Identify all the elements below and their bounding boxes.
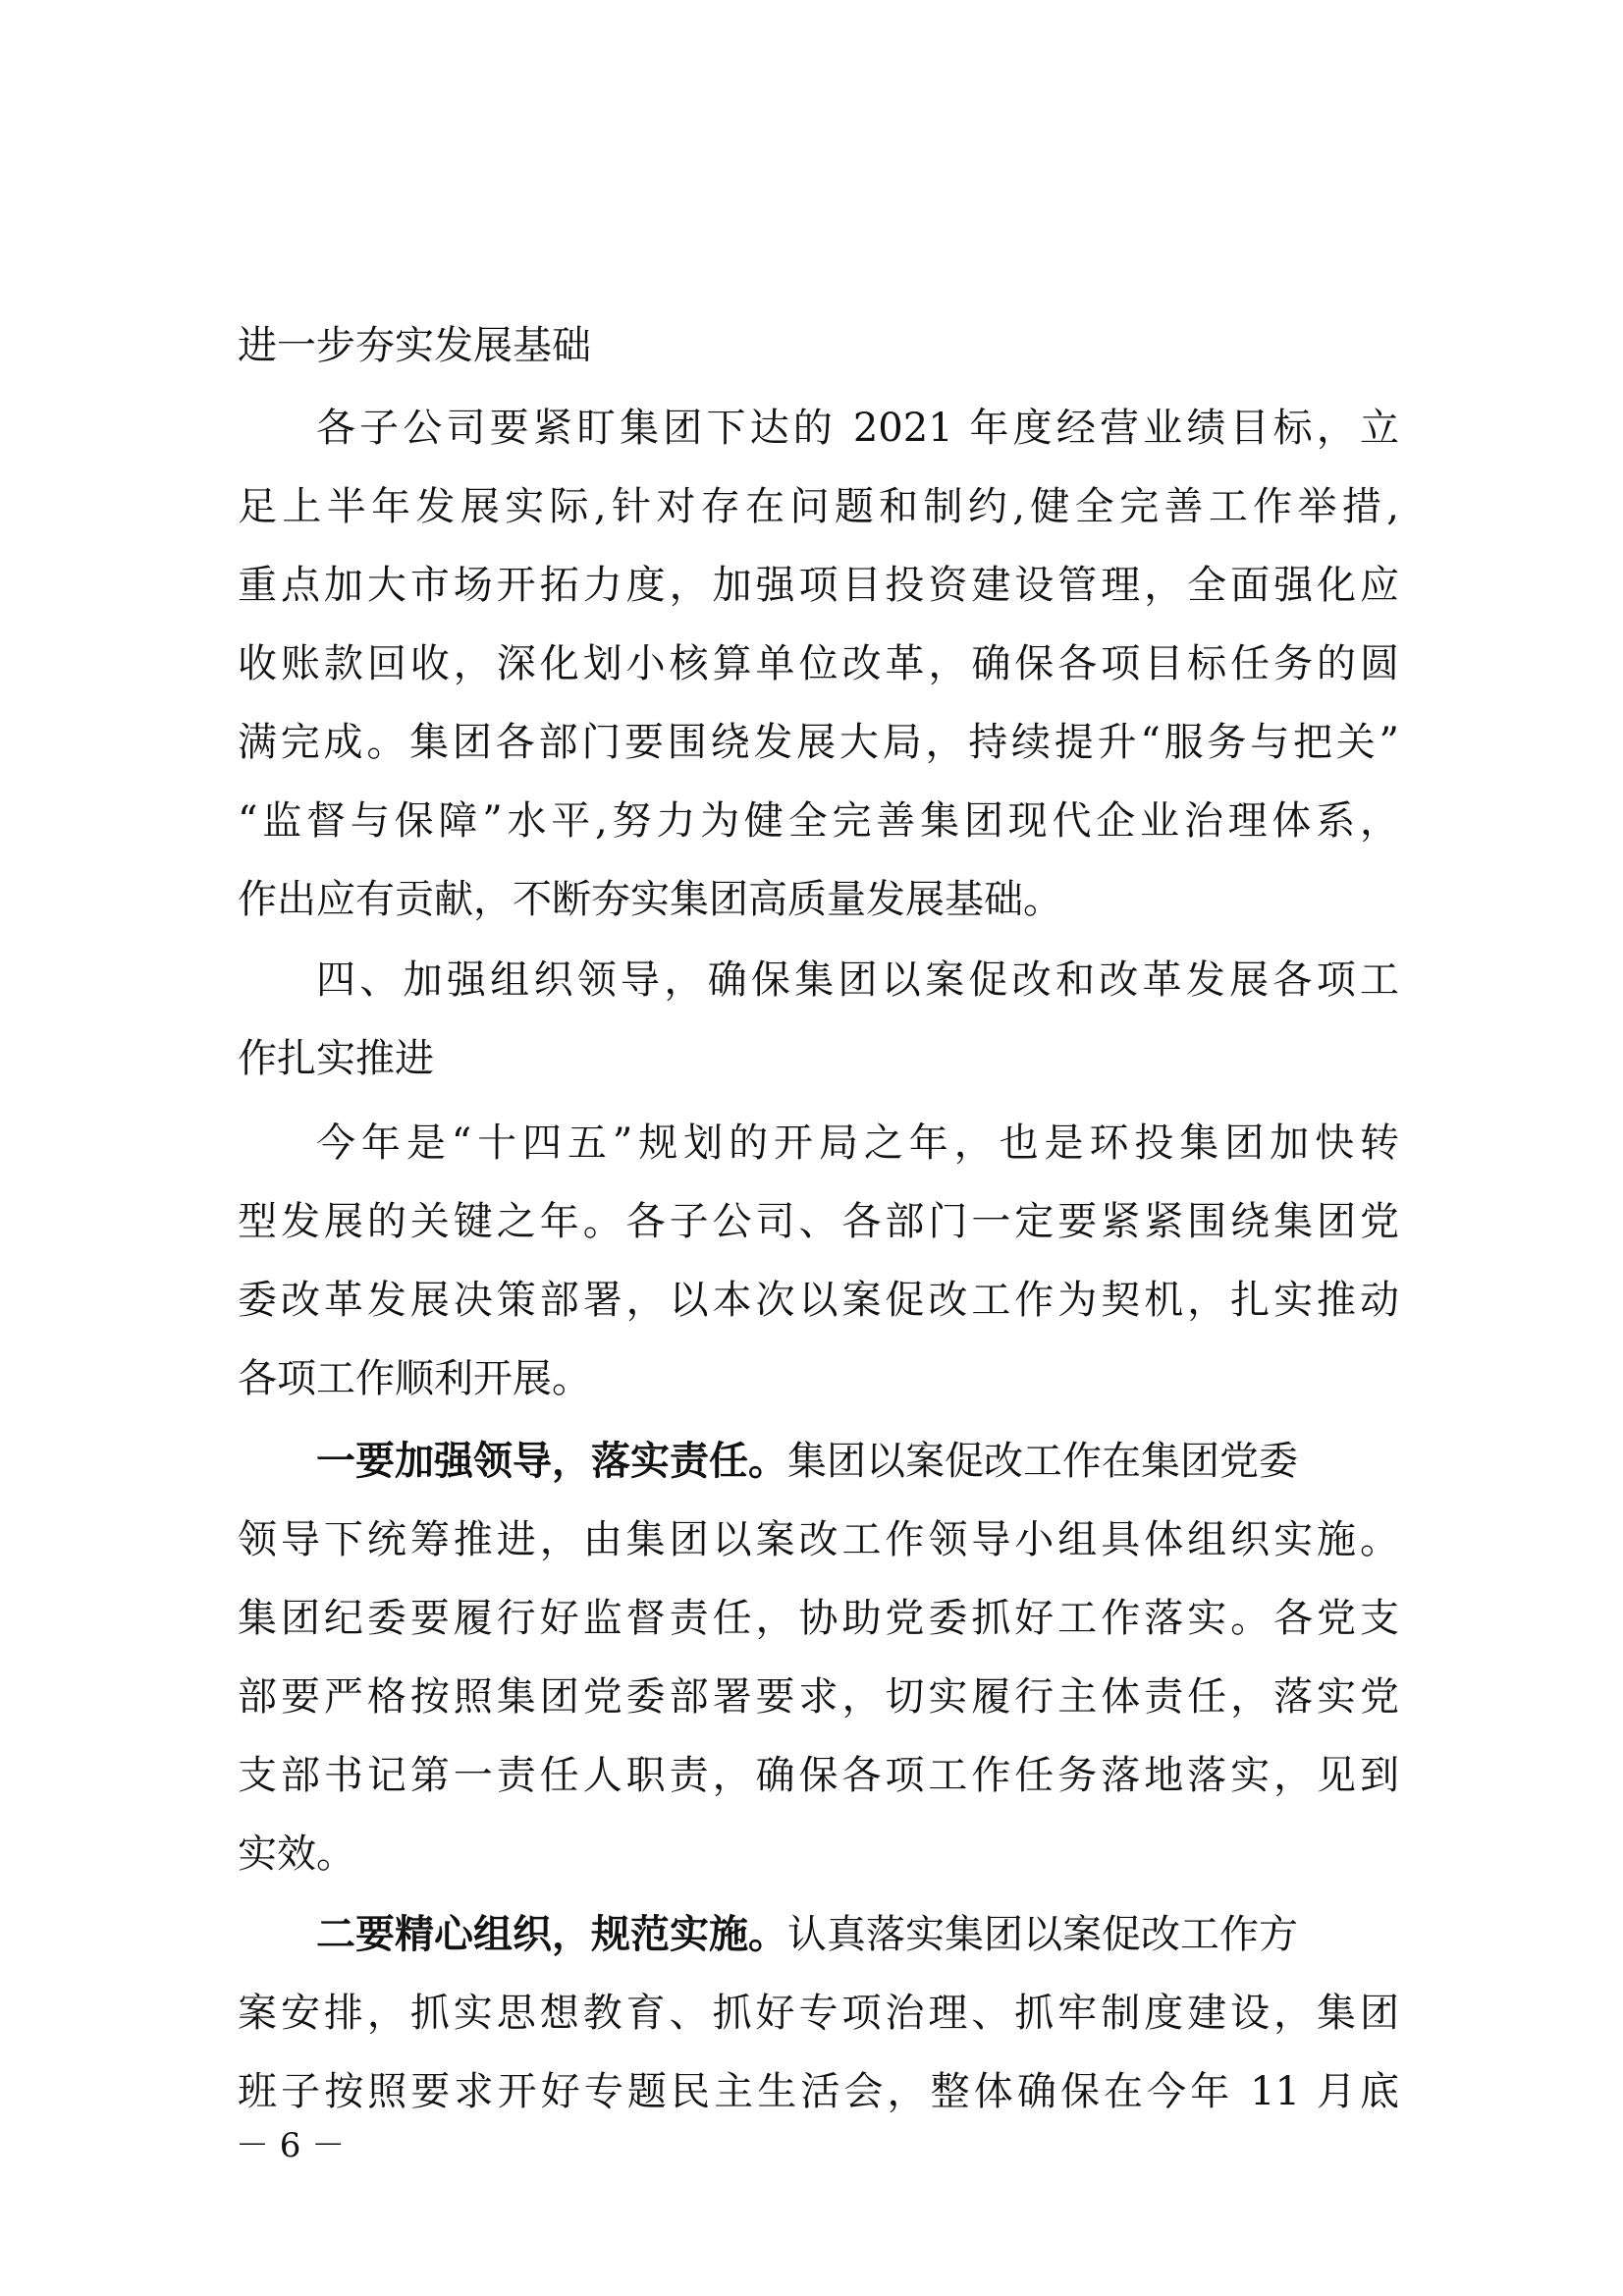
section-heading: 四、加强组织领导，确保集团以案促改和改革发展各项工	[316, 957, 1399, 1003]
paragraph-line	[316, 1422, 1399, 1501]
paragraph-text: 认真落实集团以案促改工作方	[787, 1912, 1298, 1957]
paragraph-line	[316, 1895, 1399, 1974]
paragraph-line: 部要严格按照集团党委部署要求，切实履行主体责任，落实党	[238, 1674, 1399, 1720]
paragraph-line: 实效。	[238, 1831, 355, 1877]
lead-phrase: 二要精心组织，规范实施。	[316, 1912, 787, 1957]
paragraph-line: 案安排，抓实思想教育、抓好专项治理、抓牢制度建设，集团	[238, 1991, 1399, 2036]
paragraph-line: 集团纪委要履行好监督责任，协助党委抓好工作落实。各党支	[238, 1596, 1399, 1641]
paragraph-text: 集团以案促改工作在集团党委	[787, 1439, 1298, 1484]
paragraph-line: 足上半年发展实际,针对存在问题和制约,健全完善工作举措,	[238, 484, 1399, 529]
paragraph-line: 型发展的关键之年。各子公司、各部门一定要紧紧围绕集团党	[238, 1199, 1399, 1244]
paragraph-line: 委改革发展决策部署，以本次以案促改工作为契机，扎实推动	[238, 1278, 1399, 1323]
paragraph-line: 作出应有贡献，不断夯实集团高质量发展基础。	[238, 877, 1062, 922]
paragraph-line: 领导下统筹推进，由集团以案改工作领导小组具体组织实施。	[238, 1517, 1399, 1562]
paragraph-line: 收账款回收，深化划小核算单位改革，确保各项目标任务的圆	[238, 641, 1399, 686]
paragraph-line: 重点加大市场开拓力度，加强项目投资建设管理，全面强化应	[238, 563, 1399, 608]
section-heading: 作扎实推进	[238, 1036, 434, 1081]
section-heading-continuation: 进一步夯实发展基础	[238, 323, 591, 368]
lead-phrase: 一要加强领导，落实责任。	[316, 1439, 787, 1484]
page-number: － 6 －	[236, 2126, 346, 2165]
paragraph-line: 支部书记第一责任人职责，确保各项工作任务落地落实，见到	[238, 1753, 1399, 1798]
paragraph-line: 班子按照要求开好专题民主生活会，整体确保在今年 11 月底	[238, 2069, 1399, 2114]
paragraph-line: 各子公司要紧盯集团下达的 2021 年度经营业绩目标，立	[316, 406, 1399, 451]
paragraph-line: 今年是“十四五”规划的开局之年，也是环投集团加快转	[316, 1121, 1399, 1166]
paragraph-line: 满完成。集团各部门要围绕发展大局，持续提升“服务与把关”	[238, 720, 1399, 765]
paragraph-line: 各项工作顺利开展。	[238, 1356, 591, 1401]
paragraph-line: “监督与保障”水平,努力为健全完善集团现代企业治理体系，	[238, 798, 1399, 844]
